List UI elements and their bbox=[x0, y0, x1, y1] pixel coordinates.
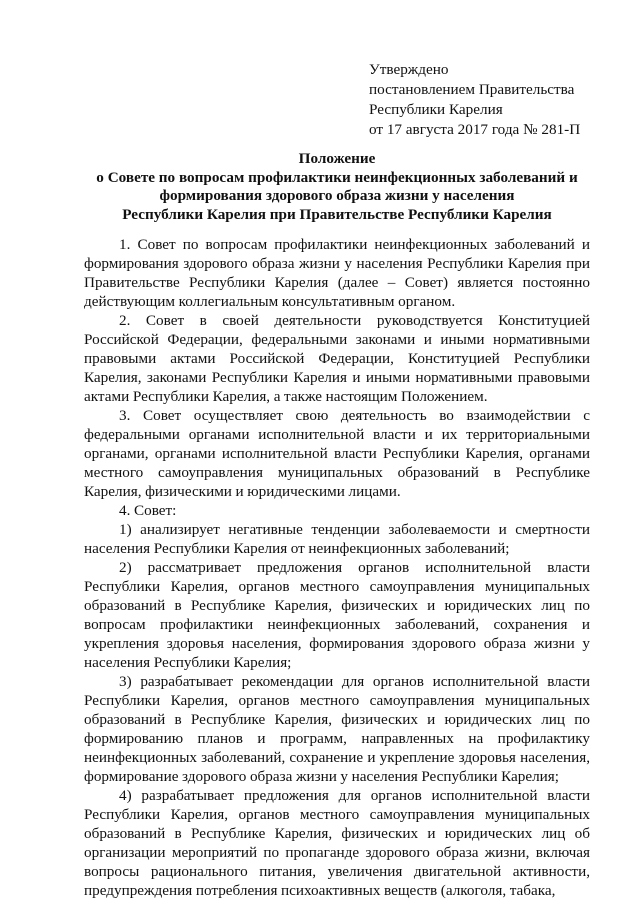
title-line: о Совете по вопросам профилактики неинфекционных заболеваний и bbox=[96, 168, 578, 186]
paragraph: 2. Совет в своей деятельности руководствуется Конституцией Российской Федерации, федеральными законами и иными нормативными правовыми актами Российской Федерации, Конституцией Республики Карелия, законами Республики Карелия и иными нормативными правовыми актами Республики Карелия, а также настоящим Положением. bbox=[84, 312, 590, 405]
title-line: Положение bbox=[298, 150, 376, 167]
paragraph: 1. Совет по вопросам профилактики неинфекционных заболеваний и формирования здорового образа жизни у населения Республики Карелия при Правительстве Республики Карелия (далее – Совет) является постоянно действующим коллегиальным консультативным органом. bbox=[84, 236, 590, 310]
approval-line: от 17 августа 2017 года № 281-П bbox=[369, 121, 581, 138]
document-title bbox=[84, 150, 590, 224]
approval-stamp bbox=[369, 60, 580, 140]
title-line: формирования здорового образа жизни у населения bbox=[159, 187, 515, 204]
approval-line: постановлением Правительства bbox=[369, 81, 575, 98]
paragraph: 4. Совет: bbox=[119, 502, 177, 519]
paragraph: 3. Совет осуществляет свою деятельность во взаимодействии с федеральными органами исполнительной власти и их территориальными органами, органами исполнительной власти Республики Карелия, органами местного самоуправления муниципальных образований в Республике Карелия, физическими и юридическими лицами. bbox=[84, 407, 590, 500]
title-line: Республики Карелия при Правительстве Республики Карелия bbox=[122, 205, 552, 223]
approval-line: Утверждено bbox=[369, 61, 449, 78]
paragraph: 2) рассматривает предложения органов исполнительной власти Республики Карелия, органов местного самоуправления муниципальных образований в Республике Карелия, физических и юридических лиц по вопросам профилактики неинфекционных заболеваний, сохранения и укрепления здоровья населения, формирования здорового образа жизни у населения Республики Карелия; bbox=[84, 559, 590, 671]
paragraph: 4) разрабатывает предложения для органов исполнительной власти Республики Карелия, органов местного самоуправления муниципальных образований в Республике Карелия, физических и юридических лиц об организации мероприятий по пропаганде здорового образа жизни, включая вопросы рационального питания, увеличения двигательной активности, предупреждения потребления психоактивных веществ (алкоголя, табака, bbox=[84, 787, 590, 899]
approval-line: Республики Карелия bbox=[369, 101, 503, 118]
paragraph: 3) разрабатывает рекомендации для органов исполнительной власти Республики Карелия, органов местного самоуправления муниципальных образований в Республике Карелия, физических и юридических лиц по формированию планов и программ, направленных на профилактику неинфекционных заболеваний, сохранение и укрепление здоровья населения, формирование здорового образа жизни у населения Республики Карелия; bbox=[84, 673, 590, 785]
paragraph: 1) анализирует негативные тенденции заболеваемости и смертности населения Республики Карелия от неинфекционных заболеваний; bbox=[84, 521, 590, 557]
document-body bbox=[84, 235, 590, 900]
